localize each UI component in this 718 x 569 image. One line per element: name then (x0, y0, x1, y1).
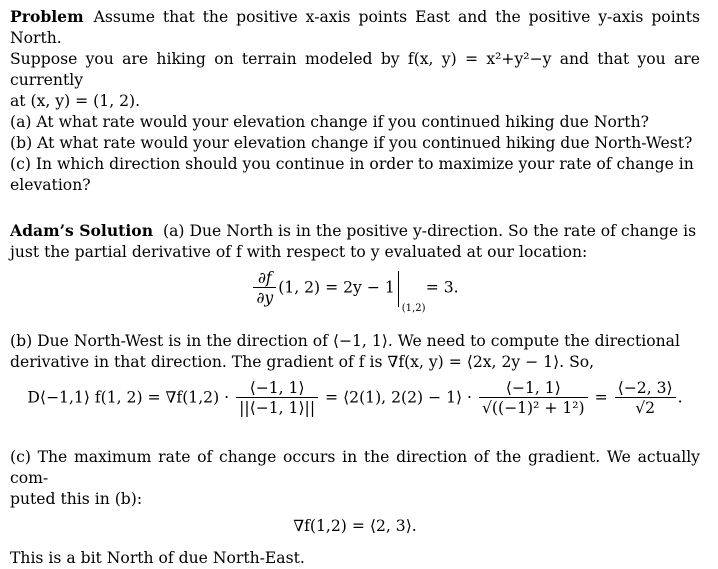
solution-a-line-2: just the partial derivative of f with respect to y evaluated at our location: (10, 243, 588, 261)
eq2-f2-numerator: ⟨−1, 1⟩ (479, 379, 588, 398)
eval-subscript: (1,2) (401, 302, 426, 314)
problem-section (10, 6, 700, 196)
eq2-f1-denominator: ||⟨−1, 1⟩|| (239, 399, 316, 417)
evaluation-bar (398, 271, 426, 314)
problem-text-1: Assume that the positive x-axis points East and the positive y-axis points North. (10, 8, 700, 47)
problem-line-2: Suppose you are hiking on terrain modeled by f(x, y) = x²+y²−y and that you are currently (10, 50, 700, 89)
eq2-period: . (677, 388, 683, 407)
eq2-f1-numerator: ⟨−1, 1⟩ (236, 379, 318, 398)
solution-heading: Adam’s Solution (10, 221, 154, 240)
eq2-middle: = ⟨2(1), 2(2) − 1⟩ · (325, 388, 472, 407)
solution-b-line-1: (b) Due North-West is in the direction of ⟨−1, 1⟩. We need to compute the directional (10, 332, 680, 350)
document (10, 6, 700, 569)
eq1-middle: (1, 2) = 2y − 1 (278, 278, 395, 297)
solution-b (10, 331, 700, 373)
partial-denominator: ∂y (256, 289, 274, 307)
eq2-fraction-1 (236, 379, 318, 418)
problem-line-3: at (x, y) = (1, 2). (10, 92, 141, 110)
eq1-result: = 3. (425, 278, 459, 297)
partial-fraction (253, 269, 276, 308)
eq2-fraction-3 (615, 379, 676, 418)
equation-2 (10, 379, 700, 437)
gradient-result: ∇f(1,2) = ⟨2, 3⟩. (293, 517, 417, 535)
solution-c (10, 447, 700, 510)
eq2-equals: = (594, 388, 608, 407)
question-c-line-1: (c) In which direction should you continue in order to maximize your rate of change in (10, 155, 694, 173)
solution-c-line-2: puted this in (b): (10, 490, 143, 508)
equation-1 (10, 269, 700, 321)
partial-numerator: ∂f (253, 269, 276, 288)
question-a: (a) At what rate would your elevation change if you continued hiking due North? (10, 113, 649, 131)
solution-section (10, 220, 700, 263)
problem-heading: Problem (10, 7, 84, 26)
conclusion-text: This is a bit North of due North-East. (10, 549, 305, 567)
eq2-lhs: D⟨−1,1⟩ f(1, 2) = ∇f(1,2) · (27, 388, 230, 407)
eq2-f3-denominator: √2 (635, 399, 656, 417)
equation-3 (10, 514, 700, 538)
eq2-fraction-2 (479, 379, 588, 418)
solution-a-text-1: (a) Due North is in the positive y-direction. So the rate of change is (163, 222, 697, 240)
question-c-line-2: elevation? (10, 176, 91, 194)
solution-c-line-1: (c) The maximum rate of change occurs in the direction of the gradient. We actually com- (10, 448, 700, 487)
solution-b-line-2: derivative in that direction. The gradient of f is ∇f(x, y) = ⟨2x, 2y − 1⟩. So, (10, 353, 595, 371)
conclusion (10, 548, 700, 569)
question-b: (b) At what rate would your elevation change if you continued hiking due North-West? (10, 134, 693, 152)
solution-line-1 (10, 220, 700, 242)
eq2-f2-denominator: √((−1)² + 1²) (481, 399, 585, 417)
eq2-f3-numerator: ⟨−2, 3⟩ (615, 379, 676, 398)
problem-line-1 (10, 6, 700, 49)
